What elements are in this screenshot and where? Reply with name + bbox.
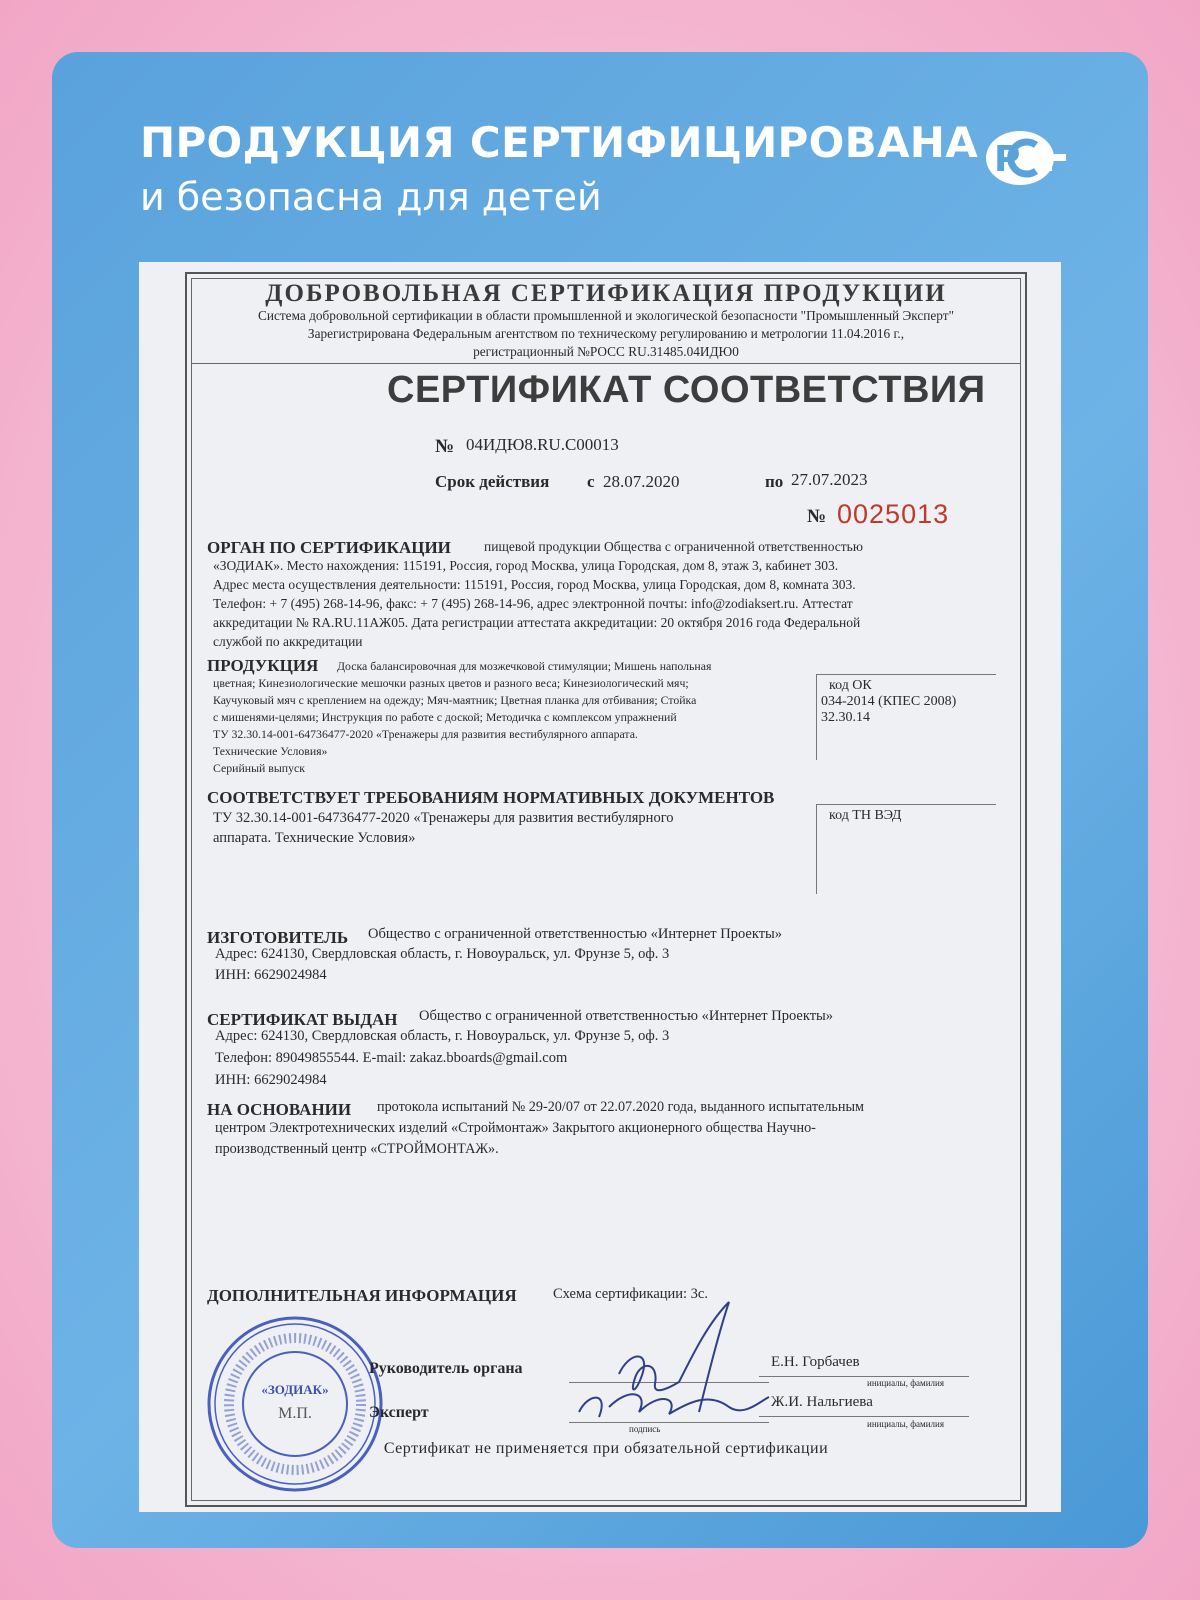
from-label: с [587, 472, 595, 491]
expert-label: Эксперт [369, 1404, 429, 1421]
head-label: Руководитель органа [369, 1360, 523, 1377]
zodiak-stamp-seal [203, 1312, 387, 1496]
footer-note: Сертификат не применяется при обязательной сертификации [383, 1440, 829, 1457]
basis-line: производственный центр «СТРОЙМОНТАЖ». [215, 1141, 499, 1157]
extra-label: ДОПОЛНИТЕЛЬНАЯ ИНФОРМАЦИЯ [207, 1286, 517, 1305]
product-label: ПРОДУКЦИЯ [207, 656, 319, 675]
page-title: ПРОДУКЦИЯ СЕРТИФИЦИРОВАНА [140, 118, 979, 167]
serial-label: № [807, 506, 827, 527]
basis-line: центром Электротехнических изделий «Строймонтаж» Закрытого акционерного общества Научно- [215, 1120, 816, 1136]
validity-label: Срок действия [435, 472, 550, 491]
system-line-3: регистрационный №РОСС RU.31485.04ИДЮ0 [473, 344, 739, 359]
product-line: Доска балансировочная для мозжечковой стимуляции; Мишень напольная [337, 659, 712, 673]
issued-line: Адрес: 624130, Свердловская область, г. Новоуральск, ул. Фрунзе 5, оф. 3 [215, 1028, 670, 1044]
issued-line: ИНН: 6629024984 [215, 1072, 327, 1088]
product-line: Технические Условия» [213, 744, 328, 758]
system-title: ДОБРОВОЛЬНАЯ СЕРТИФИКАЦИЯ ПРОДУКЦИИ [265, 280, 947, 307]
certificate-document [139, 262, 1061, 1512]
manufacturer-line: ИНН: 6629024984 [215, 967, 327, 983]
manufacturer-label: ИЗГОТОВИТЕЛЬ [207, 928, 349, 947]
extra-text: Схема сертификации: 3с. [553, 1286, 708, 1302]
stamp-center-text: «ЗОДИАК» [261, 1382, 329, 1397]
page-subtitle: и безопасна для детей [140, 175, 602, 219]
ok-code-label: код ОК [829, 678, 872, 693]
issued-line: Телефон: 89049855544. E-mail: zakaz.bboards@gmail.com [215, 1050, 568, 1066]
head-name: Е.Н. Горбачев [771, 1354, 860, 1370]
basis-label: НА ОСНОВАНИИ [207, 1100, 352, 1119]
certificate-title: СЕРТИФИКАТ СООТВЕТСТВИЯ [387, 369, 986, 411]
tnved-label: код ТН ВЭД [829, 808, 902, 823]
valid-from: 28.07.2020 [603, 472, 680, 491]
organ-line: «ЗОДИАК». Место нахождения: 115191, Россия, город Москва, улица Городская, дом 8, этаж 3, кабинет 303. [213, 558, 839, 573]
product-line: Каучуковый мяч с креплением на одежду; Мяч-маятник; Цветная планка для отбивания; Стойка [213, 693, 697, 707]
basis-line: протокола испытаний № 29-20/07 от 22.07.2020 года, выданного испытательным [377, 1099, 864, 1115]
manufacturer-line: Общество с ограниченной ответственностью «Интернет Проекты» [368, 926, 783, 942]
organ-line: пищевой продукции Общества с ограниченной ответственностью [484, 539, 863, 554]
expert-name: Ж.И. Нальгиева [771, 1394, 873, 1410]
ok-code-line: 32.30.14 [821, 710, 870, 725]
organ-label: ОРГАН ПО СЕРТИФИКАЦИИ [207, 538, 451, 557]
ok-code-line: 034-2014 (КПЕС 2008) [821, 694, 957, 709]
product-line: с мишенями-целями; Инструкция по работе с доской; Методичка с комплексом упражнений [213, 710, 677, 724]
stamp-mp-text: М.П. [278, 1405, 312, 1422]
conforms-line: ТУ 32.30.14-001-64736477-2020 «Тренажеры для развития вестибулярного [213, 810, 674, 826]
name-caption: инициалы, фамилия [867, 1378, 944, 1388]
number-label: № [435, 436, 455, 457]
conforms-line: аппарата. Технические Условия» [213, 830, 416, 846]
conforms-label: СООТВЕТСТВУЕТ ТРЕБОВАНИЯМ НОРМАТИВНЫХ ДОКУМЕНТОВ [207, 788, 775, 807]
product-line: ТУ 32.30.14-001-64736477-2020 «Тренажеры для развития вестибулярного аппарата. [213, 727, 638, 741]
organ-line: Телефон: + 7 (495) 268-14-96, факс: + 7 (495) 268-14-96, адрес электронной почты: info@zodiaksert.ru. Аттестат [213, 596, 853, 611]
certificate-number: 04ИДЮ8.RU.C00013 [466, 435, 619, 454]
to-label: по [765, 472, 784, 491]
rst-logo-icon [984, 128, 1070, 188]
system-line-2: Зарегистрирована Федеральным агентством по техническому регулированию и метрологии 11.04.2016 г., [307, 326, 905, 341]
sign-caption: подпись [629, 1424, 661, 1434]
issued-line: Общество с ограниченной ответственностью «Интернет Проекты» [419, 1008, 834, 1024]
system-line-1: Система добровольной сертификации в области промышленной и экологической безопасности "Промышленный Эксперт" [257, 308, 955, 323]
serial-number: 0025013 [837, 499, 950, 529]
manufacturer-line: Адрес: 624130, Свердловская область, г. Новоуральск, ул. Фрунзе 5, оф. 3 [215, 946, 670, 962]
valid-to: 27.07.2023 [791, 470, 868, 489]
issued-label: СЕРТИФИКАТ ВЫДАН [207, 1010, 398, 1029]
name-caption: инициалы, фамилия [867, 1419, 944, 1429]
organ-line: Адрес места осуществления деятельности: 115191, Россия, город Москва, улица Городская, дом 8, комната 303. [213, 577, 856, 592]
svg-text:P: P [994, 139, 1021, 180]
organ-line: службой по аккредитации [213, 634, 363, 649]
product-line: Серийный выпуск [213, 761, 305, 775]
organ-line: аккредитации № RA.RU.11АЖ05. Дата регистрации аттестата аккредитации: 20 октября 2016 года Федеральной [213, 615, 861, 630]
product-line: цветная; Кинезиологические мешочки разных цветов и разного веса; Кинезиологический мяч; [213, 676, 689, 690]
signature-expert [569, 1362, 809, 1442]
